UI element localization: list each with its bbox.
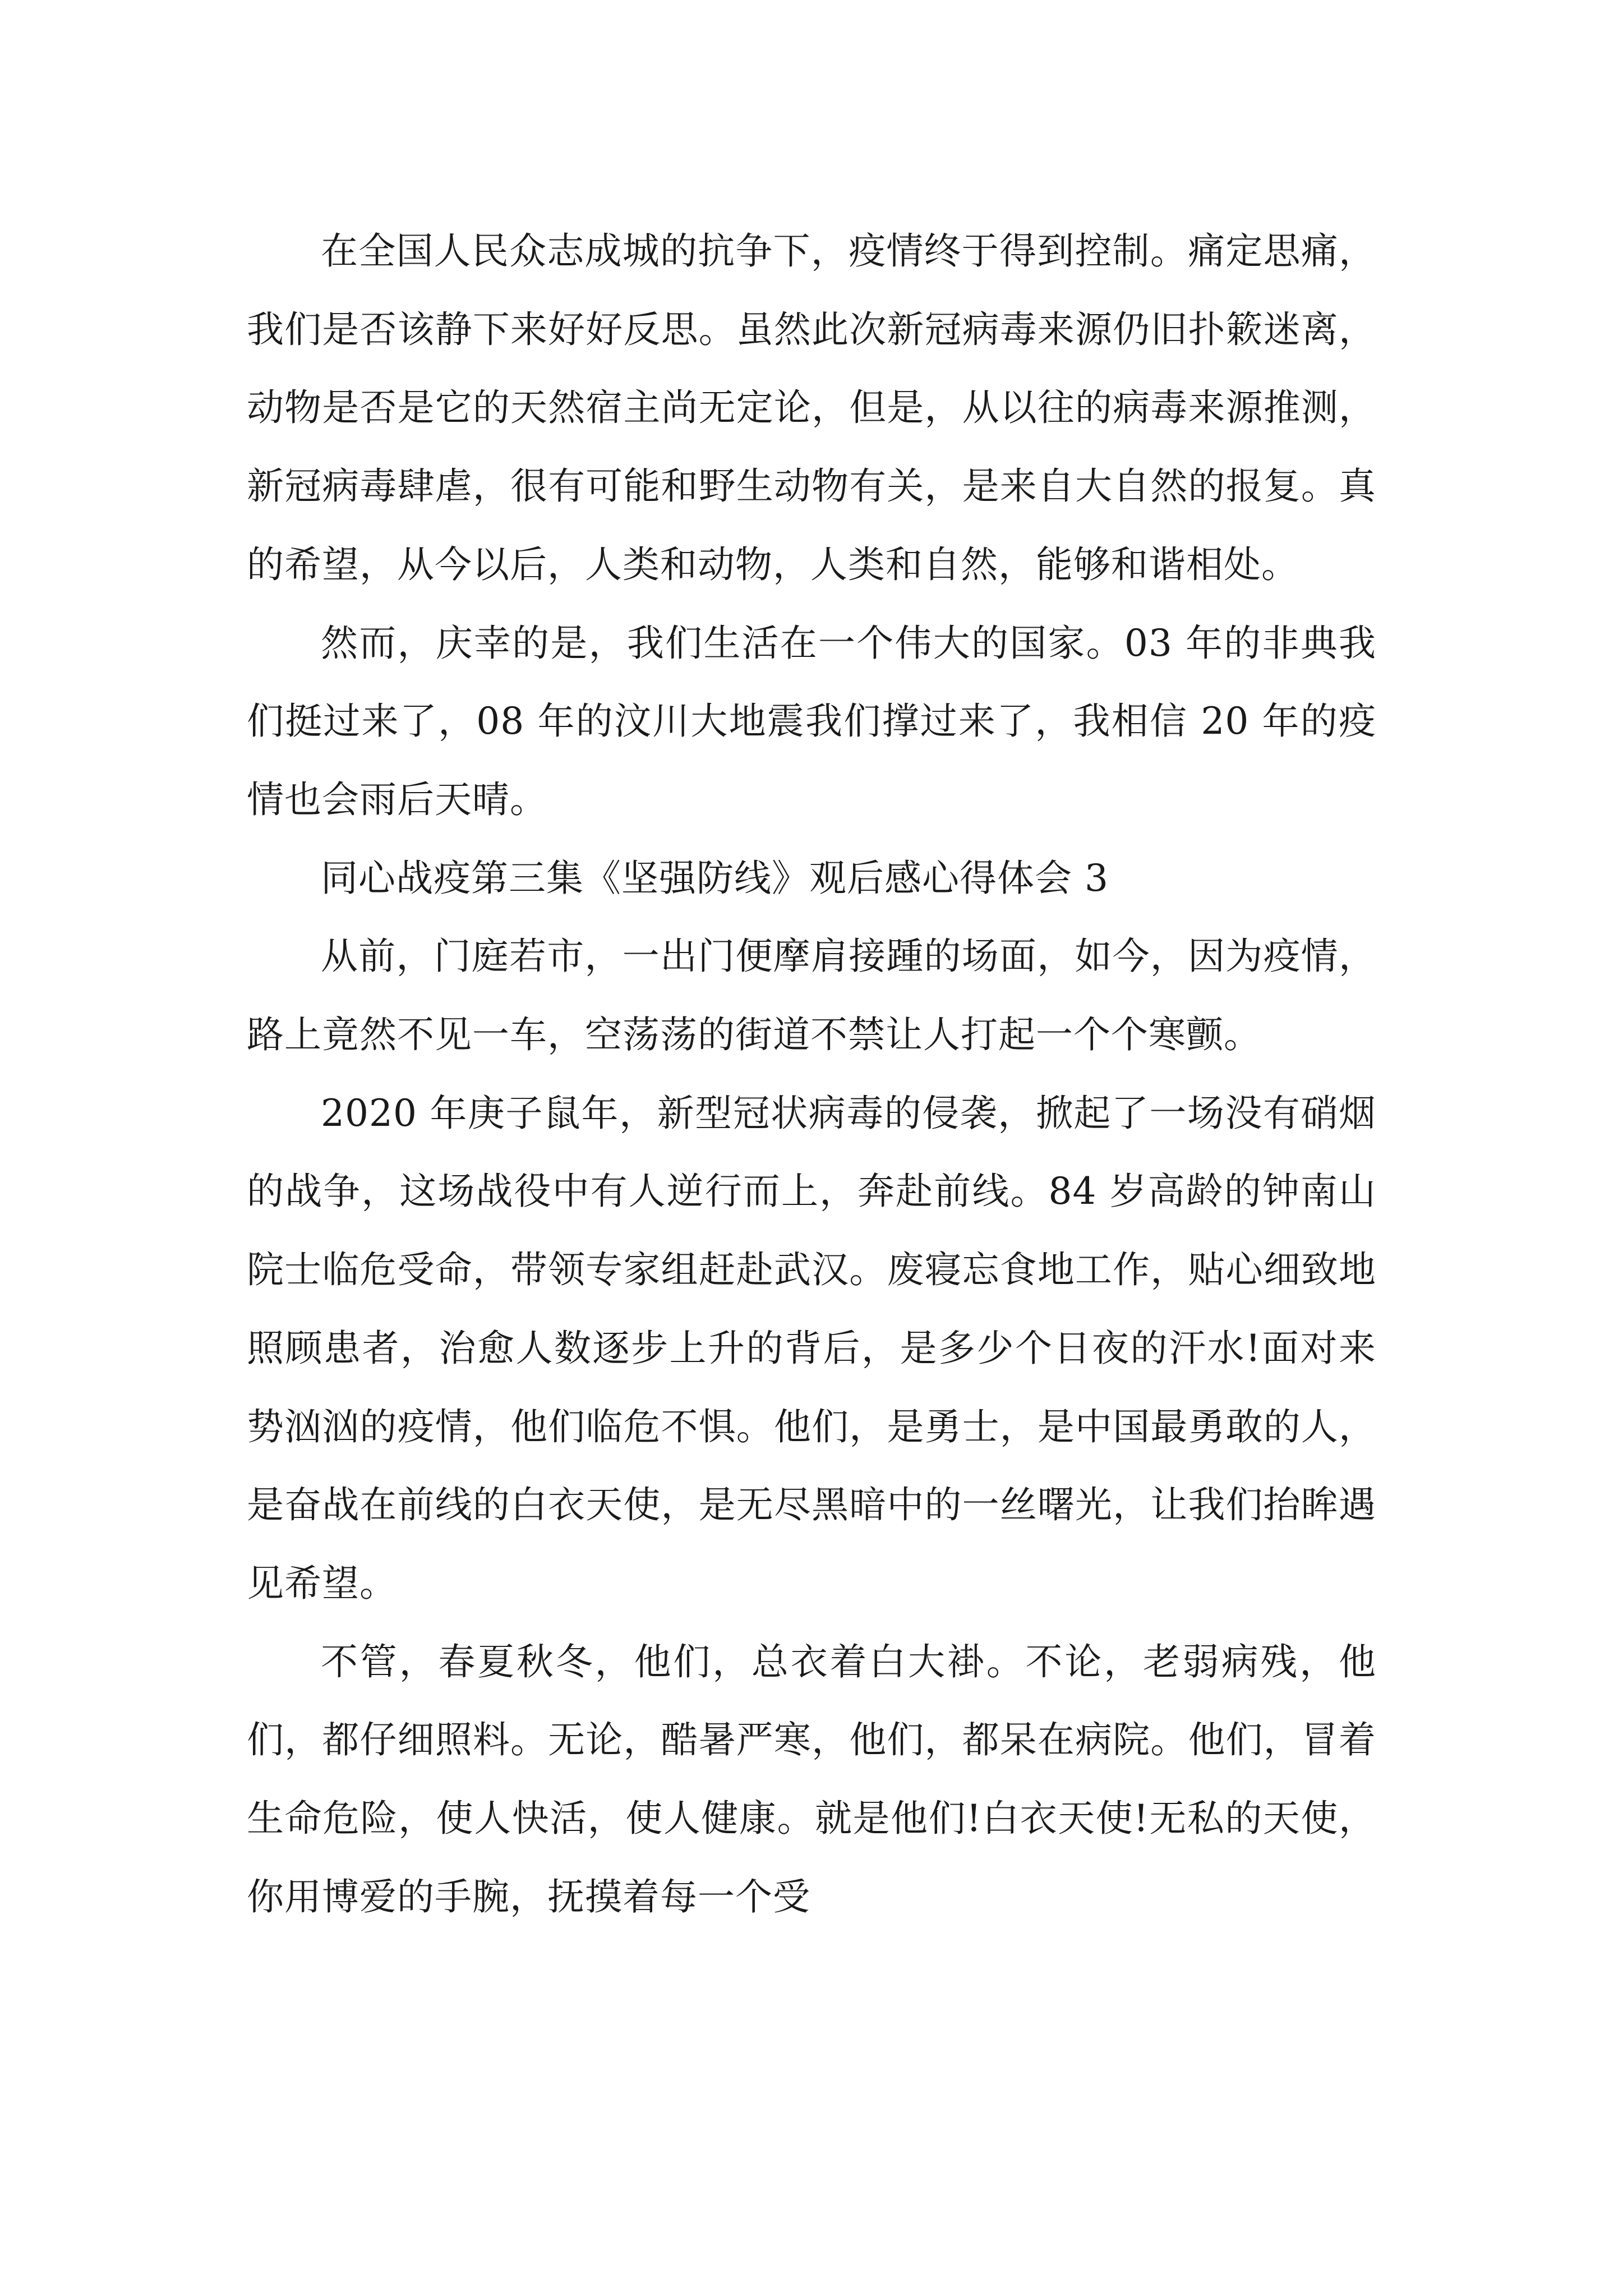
document-body — [247, 212, 1376, 1936]
paragraph-frontline: 2020 年庚子鼠年，新型冠状病毒的侵袭，掀起了一场没有硝烟的战争，这场战役中有人逆行而上，奔赴前线。84 岁高龄的钟南山院士临危受命，带领专家组赶赴武汉。废寝忘食地工作，贴心细致地照顾患者，治愈人数逐步上升的背后，是多少个日夜的汗水!面对来势汹汹的疫情，他们临危不惧。他们，是勇士，是中国最勇敢的人，是奋战在前线的白衣天使，是无尽黑暗中的一丝曙光，让我们抬眸遇见希望。 — [247, 1091, 1376, 1605]
paragraph-reflection: 在全国人民众志成城的抗争下，疫情终于得到控制。痛定思痛，我们是否该静下来好好反思。虽然此次新冠病毒来源仍旧扑簌迷离，动物是否是它的天然宿主尚无定论，但是，从以往的病毒来源推测，新冠病毒肆虐，很有可能和野生动物有关，是来自大自然的报复。真的希望，从今以后，人类和动物，人类和自然，能够和谐相处。 — [247, 229, 1376, 586]
paragraph-fortunate-country: 然而，庆幸的是，我们生活在一个伟大的国家。03 年的非典我们挺过来了，08 年的汶川大地震我们撑过来了，我相信 20 年的疫情也会雨后天晴。 — [247, 621, 1376, 821]
section-heading: 同心战疫第三集《坚强防线》观后感心得体会 3 — [321, 856, 1109, 900]
paragraph-white-angels: 不管，春夏秋冬，他们，总衣着白大褂。不论，老弱病残，他们，都仔细照料。无论，酷暑严寒，他们，都呆在病院。他们，冒着生命危险，使人快活，使人健康。就是他们!白衣天使!无私的天使，你用博爱的手腕，抚摸着每一个受 — [247, 1640, 1376, 1918]
paragraph-empty-streets: 从前，门庭若市，一出门便摩肩接踵的场面，如今，因为疫情，路上竟然不见一车，空荡荡的街道不禁让人打起一个个寒颤。 — [247, 935, 1376, 1057]
